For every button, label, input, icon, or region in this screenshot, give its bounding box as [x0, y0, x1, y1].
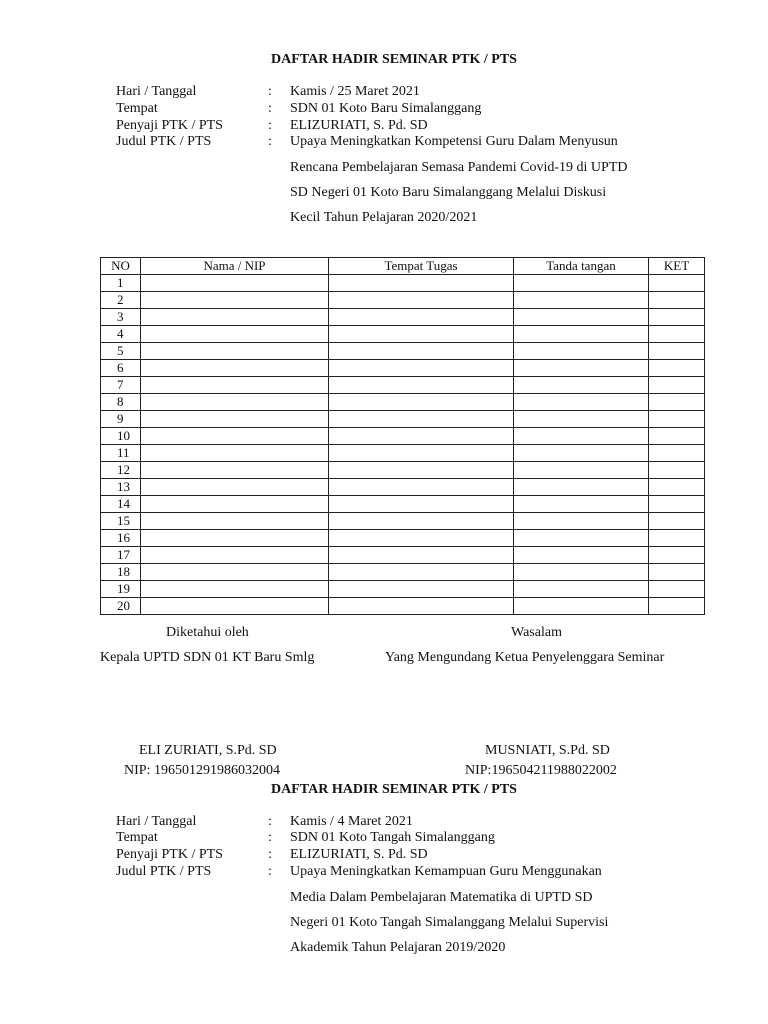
- cell-nama-nip[interactable]: [141, 343, 329, 360]
- cell-nama-nip[interactable]: [141, 479, 329, 496]
- row-number: 15: [101, 513, 141, 530]
- cell-tempat-tugas[interactable]: [329, 411, 514, 428]
- cell-tanda-tangan[interactable]: [514, 275, 649, 292]
- table-row: [101, 343, 705, 360]
- cell-nama-nip[interactable]: [141, 394, 329, 411]
- signer-right-nip: NIP:196504211988022002: [465, 763, 617, 778]
- cell-ket[interactable]: [649, 411, 705, 428]
- cell-ket[interactable]: [649, 343, 705, 360]
- cell-tempat-tugas[interactable]: [329, 275, 514, 292]
- judul-line-2: Media Dalam Pembelajaran Matematika di UPTD SD: [290, 890, 593, 905]
- diketahui-caption: Diketahui oleh: [166, 625, 249, 640]
- colon: :: [268, 830, 272, 845]
- cell-ket[interactable]: [649, 309, 705, 326]
- value-hari-tanggal: Kamis / 25 Maret 2021: [290, 84, 420, 99]
- colon: :: [268, 84, 272, 99]
- value-hari-tanggal: Kamis / 4 Maret 2021: [290, 814, 413, 829]
- cell-tanda-tangan[interactable]: [514, 394, 649, 411]
- cell-tempat-tugas[interactable]: [329, 326, 514, 343]
- kepala-role: Kepala UPTD SDN 01 KT Baru Smlg: [100, 650, 315, 665]
- cell-tanda-tangan[interactable]: [514, 513, 649, 530]
- cell-tempat-tugas[interactable]: [329, 581, 514, 598]
- table-row: [101, 411, 705, 428]
- colon: :: [268, 847, 272, 862]
- label-judul: Judul PTK / PTS: [116, 134, 212, 149]
- cell-nama-nip[interactable]: [141, 326, 329, 343]
- cell-ket[interactable]: [649, 275, 705, 292]
- colon: :: [268, 864, 272, 879]
- cell-nama-nip[interactable]: [141, 513, 329, 530]
- row-number: 7: [101, 377, 141, 394]
- cell-ket[interactable]: [649, 564, 705, 581]
- cell-nama-nip[interactable]: [141, 564, 329, 581]
- cell-tempat-tugas[interactable]: [329, 547, 514, 564]
- row-number: 6: [101, 360, 141, 377]
- cell-ket[interactable]: [649, 547, 705, 564]
- cell-tempat-tugas[interactable]: [329, 530, 514, 547]
- table-header-row: [101, 258, 705, 275]
- row-number: 10: [101, 428, 141, 445]
- row-number: 13: [101, 479, 141, 496]
- cell-tempat-tugas[interactable]: [329, 496, 514, 513]
- cell-tempat-tugas[interactable]: [329, 564, 514, 581]
- cell-tanda-tangan[interactable]: [514, 496, 649, 513]
- row-number: 2: [101, 292, 141, 309]
- cell-ket[interactable]: [649, 513, 705, 530]
- value-judul: Upaya Meningkatkan Kemampuan Guru Menggunakan: [290, 864, 602, 879]
- table-row: [101, 394, 705, 411]
- header-no: NO: [101, 258, 141, 275]
- document-title-2: DAFTAR HADIR SEMINAR PTK / PTS: [271, 782, 517, 797]
- cell-nama-nip[interactable]: [141, 496, 329, 513]
- table-row: [101, 581, 705, 598]
- row-number: 17: [101, 547, 141, 564]
- table-row: [101, 428, 705, 445]
- judul-line-4: Kecil Tahun Pelajaran 2020/2021: [290, 210, 478, 225]
- header-ket: KET: [649, 258, 705, 275]
- row-number: 20: [101, 598, 141, 615]
- table-row: [101, 564, 705, 581]
- cell-tempat-tugas[interactable]: [329, 394, 514, 411]
- cell-ket[interactable]: [649, 530, 705, 547]
- table-row: [101, 309, 705, 326]
- cell-tanda-tangan[interactable]: [514, 377, 649, 394]
- row-number: 11: [101, 445, 141, 462]
- cell-tempat-tugas[interactable]: [329, 343, 514, 360]
- cell-tanda-tangan[interactable]: [514, 309, 649, 326]
- ketua-role: Yang Mengundang Ketua Penyelenggara Seminar: [385, 650, 665, 665]
- row-number: 19: [101, 581, 141, 598]
- cell-ket[interactable]: [649, 428, 705, 445]
- cell-tanda-tangan[interactable]: [514, 581, 649, 598]
- cell-tanda-tangan[interactable]: [514, 292, 649, 309]
- row-number: 18: [101, 564, 141, 581]
- cell-tanda-tangan[interactable]: [514, 547, 649, 564]
- table-row: [101, 377, 705, 394]
- row-number: 3: [101, 309, 141, 326]
- judul-line-3: SD Negeri 01 Koto Baru Simalanggang Melalui Diskusi: [290, 185, 607, 200]
- row-number: 5: [101, 343, 141, 360]
- row-number: 16: [101, 530, 141, 547]
- cell-ket[interactable]: [649, 598, 705, 615]
- cell-nama-nip[interactable]: [141, 445, 329, 462]
- colon: :: [268, 814, 272, 829]
- judul-line-3: Negeri 01 Koto Tangah Simalanggang Melalui Supervisi: [290, 915, 609, 930]
- cell-ket[interactable]: [649, 292, 705, 309]
- cell-tempat-tugas[interactable]: [329, 462, 514, 479]
- wasalam-caption: Wasalam: [511, 625, 562, 640]
- row-number: 14: [101, 496, 141, 513]
- table-row: [101, 445, 705, 462]
- cell-tanda-tangan[interactable]: [514, 428, 649, 445]
- signer-left-name: ELI ZURIATI, S.Pd. SD: [139, 743, 277, 758]
- judul-line-2: Rencana Pembelajaran Semasa Pandemi Covid-19 di UPTD: [290, 160, 628, 175]
- table-row: [101, 360, 705, 377]
- label-penyaji: Penyaji PTK / PTS: [116, 118, 223, 133]
- row-number: 8: [101, 394, 141, 411]
- row-number: 4: [101, 326, 141, 343]
- cell-tanda-tangan[interactable]: [514, 598, 649, 615]
- value-penyaji: ELIZURIATI, S. Pd. SD: [290, 847, 428, 862]
- colon: :: [268, 118, 272, 133]
- cell-nama-nip[interactable]: [141, 411, 329, 428]
- value-judul: Upaya Meningkatkan Kompetensi Guru Dalam Menyusun: [290, 134, 618, 149]
- cell-tempat-tugas[interactable]: [329, 309, 514, 326]
- cell-nama-nip[interactable]: [141, 309, 329, 326]
- cell-nama-nip[interactable]: [141, 547, 329, 564]
- table-row: [101, 547, 705, 564]
- cell-tempat-tugas[interactable]: [329, 445, 514, 462]
- cell-ket[interactable]: [649, 326, 705, 343]
- value-penyaji: ELIZURIATI, S. Pd. SD: [290, 118, 428, 133]
- cell-tanda-tangan[interactable]: [514, 326, 649, 343]
- label-judul: Judul PTK / PTS: [116, 864, 212, 879]
- cell-tempat-tugas[interactable]: [329, 292, 514, 309]
- cell-tanda-tangan[interactable]: [514, 530, 649, 547]
- cell-ket[interactable]: [649, 581, 705, 598]
- row-number: 1: [101, 275, 141, 292]
- table-row: [101, 479, 705, 496]
- row-number: 12: [101, 462, 141, 479]
- cell-tanda-tangan[interactable]: [514, 462, 649, 479]
- label-penyaji: Penyaji PTK / PTS: [116, 847, 223, 862]
- cell-nama-nip[interactable]: [141, 428, 329, 445]
- cell-ket[interactable]: [649, 462, 705, 479]
- row-number: 9: [101, 411, 141, 428]
- judul-line-4: Akademik Tahun Pelajaran 2019/2020: [290, 940, 506, 955]
- table-row: [101, 530, 705, 547]
- cell-nama-nip[interactable]: [141, 530, 329, 547]
- header-nama-nip: Nama / NIP: [141, 258, 329, 275]
- cell-ket[interactable]: [649, 377, 705, 394]
- cell-nama-nip[interactable]: [141, 292, 329, 309]
- value-tempat: SDN 01 Koto Tangah Simalanggang: [290, 830, 495, 845]
- table-row: [101, 275, 705, 292]
- cell-tempat-tugas[interactable]: [329, 598, 514, 615]
- header-tempat-tugas: Tempat Tugas: [329, 258, 514, 275]
- table-row: [101, 292, 705, 309]
- cell-tempat-tugas[interactable]: [329, 377, 514, 394]
- table-row: [101, 513, 705, 530]
- label-tempat: Tempat: [116, 830, 158, 845]
- cell-ket[interactable]: [649, 394, 705, 411]
- cell-nama-nip[interactable]: [141, 462, 329, 479]
- cell-ket[interactable]: [649, 360, 705, 377]
- value-tempat: SDN 01 Koto Baru Simalanggang: [290, 101, 482, 116]
- header-tanda-tangan: Tanda tangan: [514, 258, 649, 275]
- cell-tanda-tangan[interactable]: [514, 445, 649, 462]
- cell-nama-nip[interactable]: [141, 275, 329, 292]
- attendance-table: [100, 257, 705, 615]
- table-row: [101, 496, 705, 513]
- cell-tempat-tugas[interactable]: [329, 479, 514, 496]
- cell-tanda-tangan[interactable]: [514, 411, 649, 428]
- cell-nama-nip[interactable]: [141, 377, 329, 394]
- cell-nama-nip[interactable]: [141, 598, 329, 615]
- cell-tanda-tangan[interactable]: [514, 479, 649, 496]
- cell-tanda-tangan[interactable]: [514, 564, 649, 581]
- document-title: DAFTAR HADIR SEMINAR PTK / PTS: [271, 52, 517, 67]
- table-row: [101, 598, 705, 615]
- cell-ket[interactable]: [649, 496, 705, 513]
- colon: :: [268, 101, 272, 116]
- cell-nama-nip[interactable]: [141, 581, 329, 598]
- cell-tempat-tugas[interactable]: [329, 428, 514, 445]
- cell-nama-nip[interactable]: [141, 360, 329, 377]
- colon: :: [268, 134, 272, 149]
- signer-right-name: MUSNIATI, S.Pd. SD: [485, 743, 610, 758]
- cell-ket[interactable]: [649, 445, 705, 462]
- cell-tanda-tangan[interactable]: [514, 343, 649, 360]
- cell-tempat-tugas[interactable]: [329, 513, 514, 530]
- cell-ket[interactable]: [649, 479, 705, 496]
- cell-tempat-tugas[interactable]: [329, 360, 514, 377]
- label-hari-tanggal: Hari / Tanggal: [116, 84, 197, 99]
- table-row: [101, 326, 705, 343]
- label-tempat: Tempat: [116, 101, 158, 116]
- cell-tanda-tangan[interactable]: [514, 360, 649, 377]
- label-hari-tanggal: Hari / Tanggal: [116, 814, 197, 829]
- signer-left-nip: NIP: 196501291986032004: [124, 763, 280, 778]
- table-row: [101, 462, 705, 479]
